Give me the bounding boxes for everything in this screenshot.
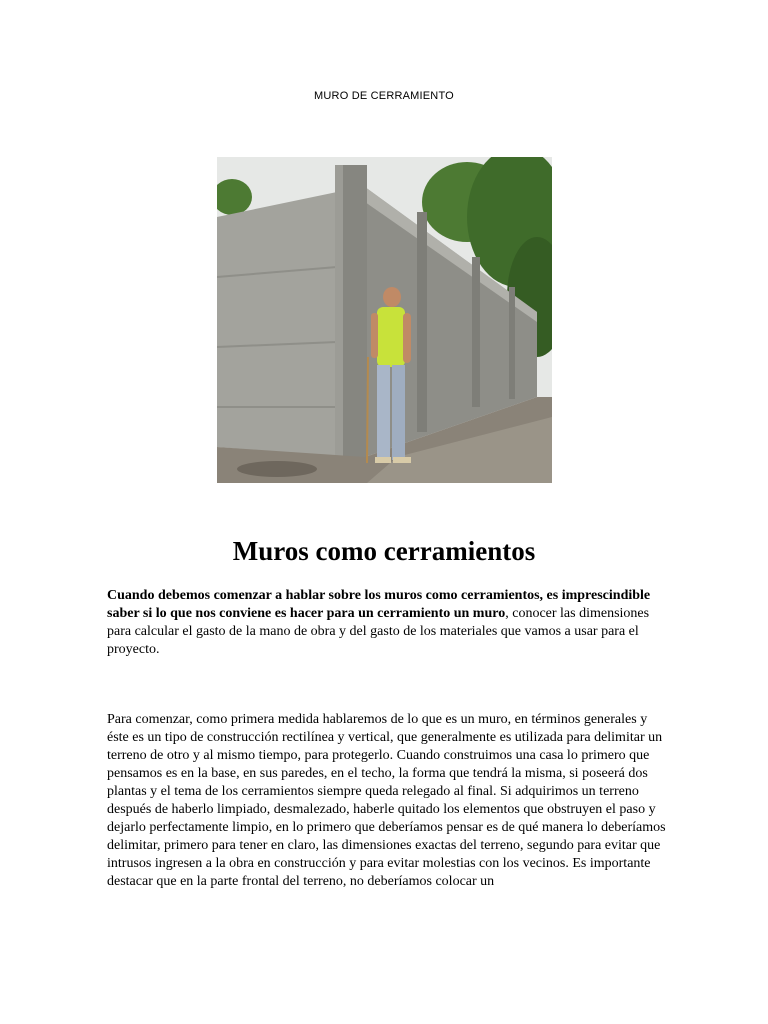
- document-header: MURO DE CERRAMIENTO: [314, 90, 454, 102]
- intro-regular-text: , conocer las dimensiones para calcular el gasto de la mano de obra y del gasto de los materiales que vamos a usar para el proyecto.: [107, 606, 650, 657]
- intro-bold-text: Cuando debemos comenzar a hablar sobre los muros como cerramientos, es imprescindible saber si lo que nos conviene es hacer para un cerramiento un muro: [107, 588, 651, 621]
- main-heading: Muros como cerramientos: [232, 536, 536, 566]
- body-paragraph: Para comenzar, como primera medida hablaremos de lo que es un muro, en términos generales y éste es un tipo de construcción rectilínea y vertical, que generalmente es utilizada para delimitar un terreno de otro y al mismo tiempo, para protegerlo. Cuando construimos una casa lo primero que pensamos es en la base, en sus paredes, en el techo, la forma que tendrá la misma, si poseerá dos plantas y el tema de los cerramientos siempre queda relegado al final. Si adquirimos un terreno después de haberlo limpiado, desmalezado, haberle quitado los elementos que obstruyen el paso y dejarlo perfectamente limpio, en lo primero que deberíamos pensar es de qué manera lo deberíamos delimitar, primero para tener en claro, las dimensiones exactas del terreno, segundo para evitar que intrusos ingresen a la obra en construcción y para evitar molestias con los vecinos. Es importante destacar que en la parte frontal del terreno, no deberíamos colocar un: [107, 712, 666, 889]
- intro-paragraph: [107, 587, 667, 659]
- wall-construction-photo: [217, 157, 552, 483]
